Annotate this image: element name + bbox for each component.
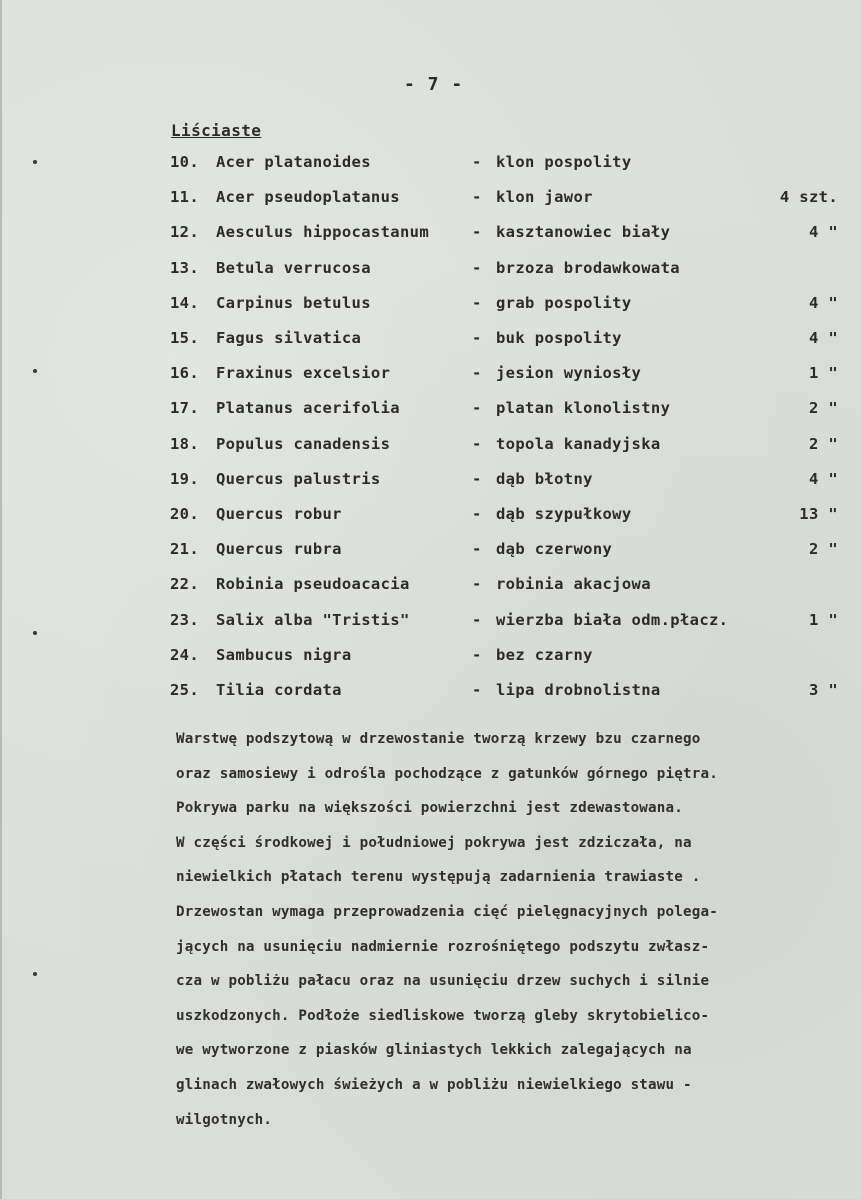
- separator-dash: -: [472, 610, 482, 629]
- species-latin-name: Carpinus betulus: [216, 293, 371, 312]
- species-number: 13.: [170, 258, 200, 277]
- species-quantity: 1 ": [808, 364, 838, 383]
- paragraph-line: W części środkowej i południowej pokrywa jest zdziczała, na: [176, 834, 692, 851]
- species-latin-name: Robinia pseudoacacia: [216, 575, 410, 594]
- species-row: [170, 540, 840, 564]
- species-number: 10.: [170, 153, 200, 171]
- species-polish-name: klon pospolity: [496, 153, 632, 171]
- species-polish-name: grab pospolity: [496, 293, 632, 312]
- species-polish-name: topola kanadyjska: [496, 434, 661, 453]
- separator-dash: -: [472, 540, 482, 559]
- species-number: 19.: [170, 469, 200, 488]
- species-latin-name: Platanus acerifolia: [216, 399, 400, 418]
- description-paragraph: [176, 722, 836, 1137]
- paragraph-line: oraz samosiewy i odrośla pochodzące z gatunków górnego piętra.: [176, 765, 718, 782]
- separator-dash: -: [472, 434, 482, 453]
- separator-dash: -: [472, 329, 482, 347]
- species-number: 17.: [170, 399, 200, 418]
- paragraph-line: uszkodzonych. Podłoże siedliskowe tworzą gleby skrytobielico-: [176, 1007, 710, 1024]
- species-row: [170, 153, 840, 177]
- species-latin-name: Fraxinus excelsior: [216, 364, 391, 383]
- species-latin-name: Sambucus nigra: [216, 645, 352, 664]
- species-latin-name: Fagus silvatica: [216, 329, 362, 347]
- species-row: [170, 575, 840, 599]
- punch-mark: [33, 160, 37, 164]
- species-quantity: 1 ": [808, 610, 838, 629]
- species-quantity: 4 ": [808, 469, 838, 488]
- paragraph-line: jących na usunięciu nadmiernie rozrośniętego podszytu zwłasz-: [176, 938, 710, 955]
- species-polish-name: dąb czerwony: [496, 540, 613, 559]
- separator-dash: -: [472, 645, 482, 664]
- species-row: [170, 294, 840, 318]
- species-polish-name: kasztanowiec biały: [496, 223, 671, 242]
- species-polish-name: dąb błotny: [496, 469, 593, 488]
- species-number: 21.: [170, 540, 200, 559]
- separator-dash: -: [472, 293, 482, 312]
- species-row: [170, 646, 840, 670]
- species-polish-name: buk pospolity: [496, 329, 622, 347]
- species-row: [170, 329, 840, 353]
- species-latin-name: Quercus robur: [216, 505, 342, 523]
- separator-dash: -: [472, 188, 482, 207]
- species-number: 22.: [170, 575, 200, 594]
- species-row: [170, 505, 840, 529]
- species-polish-name: bez czarny: [496, 645, 593, 664]
- paragraph-line: niewielkich płatach terenu występują zadarnienia trawiaste .: [176, 869, 701, 886]
- paragraph-line: glinach zwałowych świeżych a w pobliżu niewielkiego stawu -: [176, 1076, 692, 1093]
- species-latin-name: Acer pseudoplatanus: [216, 188, 400, 207]
- species-latin-name: Salix alba "Tristis": [216, 610, 410, 629]
- species-row: [170, 188, 840, 212]
- punch-mark: [33, 972, 37, 976]
- species-quantity: 4 szt.: [779, 188, 838, 207]
- species-polish-name: klon jawor: [496, 188, 593, 207]
- paragraph-line: wilgotnych.: [176, 1111, 273, 1128]
- paragraph-line: Warstwę podszytową w drzewostanie tworzą krzewy bzu czarnego: [176, 731, 701, 747]
- species-quantity: 3 ": [808, 681, 838, 699]
- species-row: [170, 223, 840, 247]
- paragraph-line: Drzewostan wymaga przeprowadzenia cięć pielęgnacyjnych polega-: [176, 903, 718, 920]
- species-number: 12.: [170, 223, 200, 242]
- species-polish-name: robinia akacjowa: [496, 575, 651, 594]
- species-row: [170, 364, 840, 388]
- species-number: 16.: [170, 364, 200, 383]
- species-number: 18.: [170, 434, 200, 453]
- species-polish-name: brzoza brodawkowata: [496, 258, 680, 277]
- species-polish-name: jesion wyniosły: [496, 364, 642, 383]
- species-row: [170, 435, 840, 459]
- species-latin-name: Quercus rubra: [216, 540, 342, 559]
- species-number: 23.: [170, 610, 200, 629]
- separator-dash: -: [472, 469, 482, 488]
- separator-dash: -: [472, 575, 482, 594]
- species-latin-name: Tilia cordata: [216, 681, 342, 699]
- separator-dash: -: [472, 258, 482, 277]
- species-number: 24.: [170, 645, 200, 664]
- paragraph-line: we wytworzone z piasków gliniastych lekkich zalegających na: [176, 1042, 692, 1059]
- species-number: 25.: [170, 681, 200, 699]
- species-row: [170, 611, 840, 635]
- species-row: [170, 259, 840, 283]
- species-quantity: 13 ": [799, 505, 838, 523]
- species-quantity: 2 ": [808, 399, 838, 418]
- species-latin-name: Quercus palustris: [216, 469, 381, 488]
- separator-dash: -: [472, 505, 482, 523]
- paragraph-line: Pokrywa parku na większości powierzchni jest zdewastowana.: [176, 800, 684, 817]
- species-number: 11.: [170, 188, 200, 207]
- species-number: 20.: [170, 505, 200, 523]
- separator-dash: -: [472, 399, 482, 418]
- separator-dash: -: [472, 364, 482, 383]
- species-quantity: 4 ": [808, 329, 838, 347]
- species-row: [170, 681, 840, 705]
- species-latin-name: Betula verrucosa: [216, 258, 371, 277]
- punch-mark: [33, 369, 37, 373]
- punch-mark: [33, 631, 37, 635]
- species-polish-name: dąb szypułkowy: [496, 505, 632, 523]
- section-heading: Liściaste: [171, 121, 262, 140]
- species-latin-name: Acer platanoides: [216, 153, 371, 171]
- species-polish-name: lipa drobnolistna: [496, 681, 661, 699]
- separator-dash: -: [472, 223, 482, 242]
- page-edge: [0, 0, 2, 1199]
- page-number: - 7 -: [404, 74, 464, 95]
- species-number: 15.: [170, 329, 200, 347]
- species-polish-name: platan klonolistny: [496, 399, 671, 418]
- species-quantity: 4 ": [808, 293, 838, 312]
- species-latin-name: Aesculus hippocastanum: [216, 223, 429, 242]
- species-quantity: 2 ": [808, 434, 838, 453]
- species-row: [170, 399, 840, 423]
- paragraph-line: cza w pobliżu pałacu oraz na usunięciu drzew suchych i silnie: [176, 973, 710, 990]
- species-row: [170, 470, 840, 494]
- species-number: 14.: [170, 293, 200, 312]
- species-quantity: 2 ": [808, 540, 838, 559]
- separator-dash: -: [472, 153, 482, 171]
- species-polish-name: wierzba biała odm.płacz.: [496, 610, 729, 629]
- species-quantity: 4 ": [808, 223, 838, 242]
- species-latin-name: Populus canadensis: [216, 434, 391, 453]
- separator-dash: -: [472, 681, 482, 699]
